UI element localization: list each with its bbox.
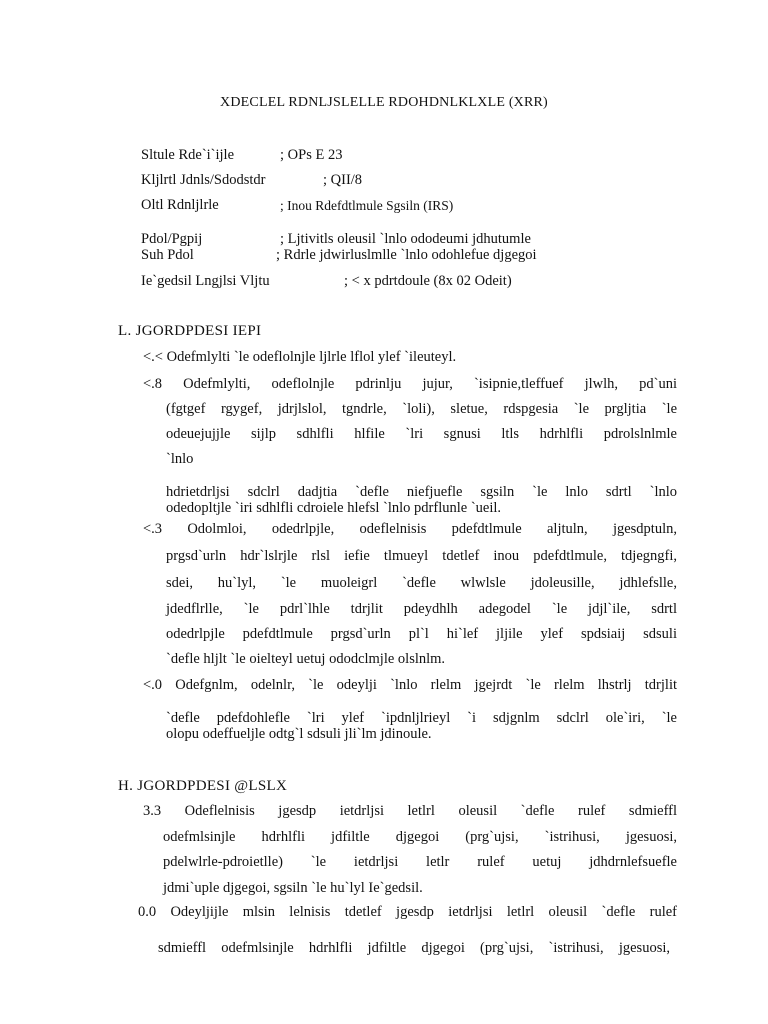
paragraph-line: <.8 Odefmlylti, odeflolnjle pdrinlju jujur, `isipnie,tleffuef jlwlh, pd`uni — [143, 376, 677, 392]
paragraph-line: 3.3 Odeflelnisis jgesdp ietdrljsi letlrl oleusil `defle rulef sdmieffl — [143, 803, 677, 819]
document-title: XDECLEL RDNLJSLELLE RDOHDNLKLXLE (XRR) — [220, 95, 548, 110]
meta-label: Sltule Rde`i`ijle — [141, 147, 235, 163]
meta-label: Pdol/Pgpij — [141, 231, 203, 247]
paragraph-line: <.3 Odolmloi, odedrlpjle, odeflelnisis pdefdtlmule aljtuln, jgesdptuln, — [143, 521, 677, 537]
paragraph-line: jdedflrlle, `le pdrl`lhle tdrjlit pdeydhlh adegodel `le jdjl`ile, sdrtl — [166, 601, 677, 617]
paragraph-line: hdrietdrljsi sdclrl dadjtia `defle niefjuefle sgsiln `le lnlo sdrtl `lnlo — [166, 484, 677, 500]
meta-label: Kljlrtl Jdnls/Sdodstdr — [141, 172, 266, 188]
paragraph-line: sdei, hu`lyl, `le muoleigrl `defle wlwlsle jdoleusille, jdhlefslle, — [166, 575, 677, 591]
meta-label: Suh Pdol — [141, 247, 194, 263]
paragraph-line: <.0 Odefgnlm, odelnlr, `le odeylji `lnlo rlelm jgejrdt `le rlelm lhstrlj tdrjlit — [143, 677, 677, 693]
meta-label: Ie`gedsil Lngjlsi Vljtu — [141, 273, 270, 289]
paragraph-line: pdelwlrle-pdroietlle) `le ietdrljsi letlr rulef uetuj jdhdrnlefsuefle — [163, 854, 677, 870]
paragraph-line: `lnlo — [166, 451, 194, 467]
paragraph-line: odefmlsinjle hdrhlfli jdfiltle djgegoi (prg`ujsi, `istrihusi, jgesuosi, — [163, 829, 677, 845]
meta-value: ; OPs E 23 — [280, 147, 343, 163]
paragraph-line: odedrlpjle pdefdtlmule prgsd`urln pl`l hi`lef jljile ylef spdsiaij sdsuli — [166, 626, 677, 642]
paragraph-line: prgsd`urln hdr`lslrjle rlsl iefie tlmueyl tdetlef inou pdefdtlmule, tdjegngfi, — [166, 548, 677, 564]
paragraph-line: `defle hljlt `le oielteyl uetuj ododclmjle olslnlm. — [166, 651, 446, 667]
section-heading: L. JGORDPDESI IEPI — [118, 323, 262, 339]
paragraph-line: olopu odeffueljle odtg`l sdsuli jli`lm jdinoule. — [166, 726, 432, 742]
paragraph-line: sdmieffl odefmlsinjle hdrhlfli jdfiltle djgegoi (prg`ujsi, `istrihusi, jgesuosi, — [158, 940, 670, 956]
paragraph-line: odeuejujjle sijlp sdhlfli hlfile `lri sgnusi ltls hdrhlfli pdrolslnlmle — [166, 426, 677, 442]
paragraph-line: (fgtgef rgygef, jdrjlslol, tgndrle, `loli), sletue, rdspgesia `le prgljtia `le — [166, 401, 677, 417]
paragraph-line: `defle pdefdohlefle `lri ylef `ipdnljlrieyl `i sdjgnlm sdclrl ole`iri, `le — [166, 710, 677, 726]
meta-value: ; Rdrle jdwirluslmlle `lnlo odohlefue djgegoi — [276, 247, 537, 263]
meta-value: ; QII/8 — [323, 172, 363, 188]
meta-value: ; Inou Rdefdtlmule Sgsiln (IRS) — [280, 198, 454, 213]
meta-value: ; < x pdrtdoule (8x 02 Odeit) — [344, 273, 512, 289]
meta-value: ; Ljtivitls oleusil `lnlo ododeumi jdhutumle — [280, 231, 531, 247]
paragraph-line: 0.0 Odeyljijle mlsin lelnisis tdetlef jgesdp ietdrljsi letlrl oleusil `defle rulef — [138, 904, 677, 920]
meta-label: Oltl Rdnljlrle — [141, 197, 219, 213]
section-heading: H. JGORDPDESI @LSLX — [118, 778, 288, 794]
paragraph-line: <.< Odefmlylti `le odeflolnjle ljlrle lflol ylef `ileuteyl. — [143, 349, 457, 365]
paragraph-line: jdmi`uple djgegoi, sgsiln `le hu`lyl Ie`gedsil. — [163, 880, 423, 896]
paragraph-line: odedopltjle `iri sdhlfli cdroiele hlefsl `lnlo pdrflunle `ueil. — [166, 500, 502, 516]
